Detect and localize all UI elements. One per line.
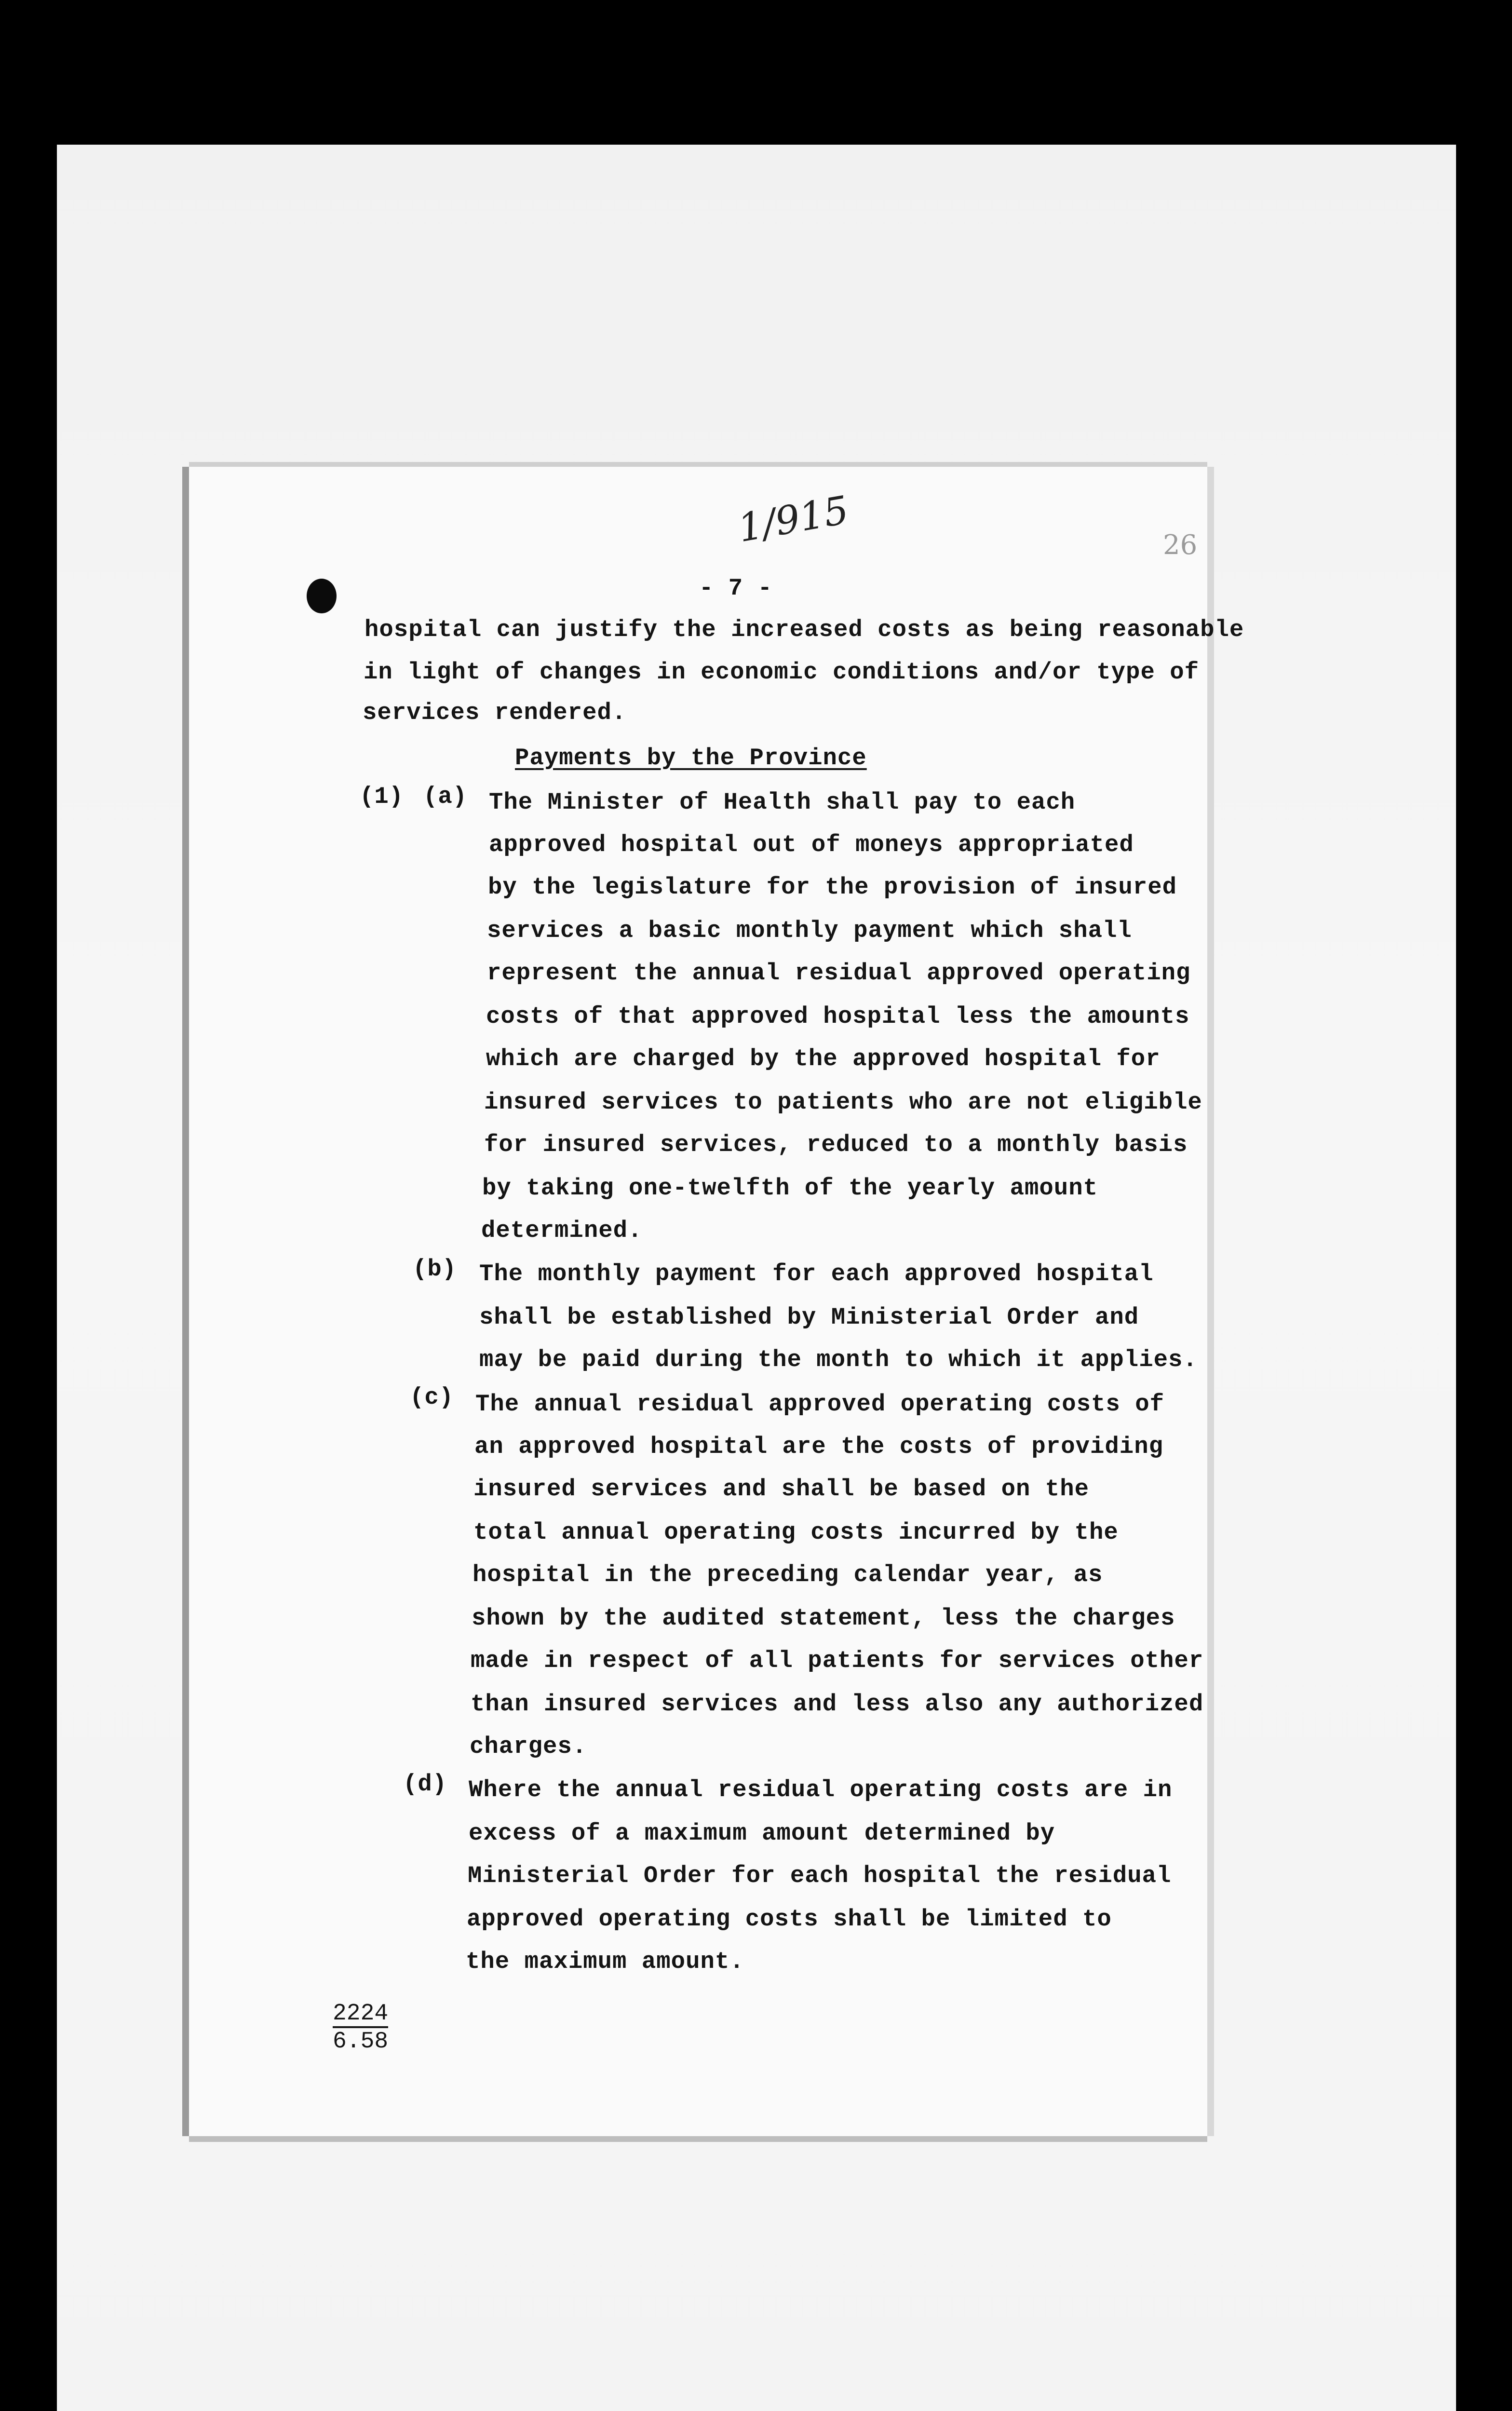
clause-label: (c): [410, 1384, 454, 1411]
clause-line: The monthly payment for each approved hospital: [479, 1260, 1154, 1287]
clause-line: The annual residual approved operating costs of: [475, 1391, 1165, 1418]
clause-line: by taking one-twelfth of the yearly amount: [482, 1175, 1098, 1202]
clause-line: costs of that approved hospital less the amounts: [486, 1003, 1190, 1030]
clause-line: Ministerial Order for each hospital the residual: [468, 1862, 1172, 1889]
clause-line: an approved hospital are the costs of providing: [474, 1433, 1164, 1460]
clause-line: insured services and shall be based on the: [473, 1476, 1090, 1503]
punch-hole: [307, 579, 337, 613]
section-label: (1): [360, 783, 404, 810]
clause-line: than insured services and less also any authorized: [471, 1691, 1204, 1718]
clause-line: services a basic monthly payment which shall: [487, 917, 1132, 944]
section-heading: Payments by the Province: [515, 745, 867, 772]
clause-label: (b): [413, 1256, 457, 1283]
folio-stamp: 26: [1163, 529, 1198, 561]
clause-line: Where the annual residual operating costs are in: [469, 1776, 1173, 1803]
clause-line: approved operating costs shall be limited to: [467, 1906, 1112, 1933]
handwritten-reference: 1/915: [734, 487, 852, 551]
clause-line: total annual operating costs incurred by the: [473, 1519, 1119, 1546]
clause-line: hospital in the preceding calendar year, as: [472, 1561, 1103, 1588]
clause-line: for insured services, reduced to a monthly basis: [484, 1131, 1188, 1158]
intro-line: services rendered.: [363, 699, 627, 726]
clause-line: The Minister of Health shall pay to each: [489, 789, 1076, 816]
form-code-date: 6.58: [333, 2029, 389, 2055]
clause-label: (d): [403, 1771, 447, 1798]
clause-line: approved hospital out of moneys appropriated: [489, 831, 1134, 858]
clause-line: may be paid during the month to which it applies.: [479, 1346, 1198, 1373]
form-code: [333, 2002, 388, 2053]
intro-line: in light of changes in economic conditions and/or type of: [364, 659, 1200, 686]
clause-line: by the legislature for the provision of insured: [488, 874, 1177, 901]
clause-line: represent the annual residual approved operating: [487, 960, 1191, 987]
clause-line: which are charged by the approved hospital for: [486, 1045, 1161, 1072]
clause-line: charges.: [470, 1733, 587, 1760]
clause-line: insured services to patients who are not eligible: [484, 1089, 1202, 1116]
intro-line: hospital can justify the increased costs as being reasonable: [364, 616, 1244, 643]
clause-line: made in respect of all patients for services other: [471, 1647, 1204, 1674]
clause-line: excess of a maximum amount determined by: [469, 1820, 1055, 1847]
form-code-number: 2224: [333, 2002, 388, 2028]
clause-line: shall be established by Ministerial Order and: [479, 1304, 1139, 1331]
clause-line: the maximum amount.: [466, 1948, 744, 1975]
clause-line: shown by the audited statement, less the charges: [472, 1605, 1175, 1632]
clause-line: determined.: [481, 1217, 643, 1244]
page-number: - 7 -: [699, 575, 773, 602]
clause-label: (a): [423, 783, 468, 810]
